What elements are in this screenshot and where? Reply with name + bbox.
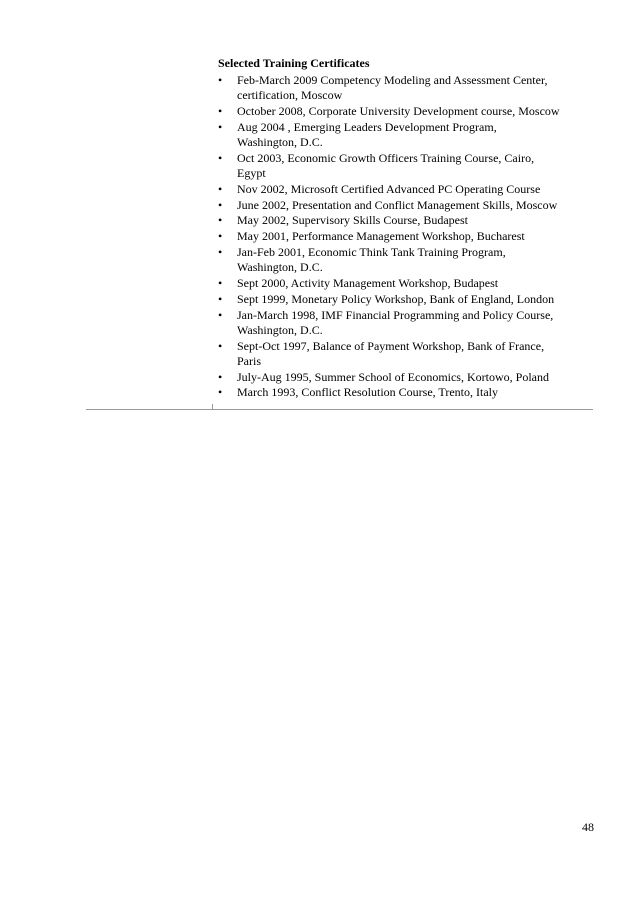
- item-line-1: May 2002, Supervisory Skills Course, Budapest: [237, 213, 468, 228]
- table-border-left: [86, 409, 212, 410]
- bullet-icon: •: [218, 338, 223, 353]
- item-line-1: Jan-Feb 2001, Economic Think Tank Training Program,: [237, 244, 506, 259]
- bullet-icon: •: [218, 369, 223, 384]
- bullet-icon: •: [218, 150, 223, 165]
- list-item: [218, 292, 598, 307]
- list-item: [218, 198, 598, 213]
- bullet-icon: •: [218, 307, 223, 322]
- list-item: [218, 120, 598, 150]
- item-line-1: Sept 2000, Activity Management Workshop, Budapest: [237, 275, 499, 290]
- item-line-1: July-Aug 1995, Summer School of Economics, Kortowo, Poland: [237, 369, 549, 384]
- item-line-1: Oct 2003, Economic Growth Officers Training Course, Cairo,: [237, 150, 535, 165]
- item-line-1: March 1993, Conflict Resolution Course, Trento, Italy: [237, 385, 498, 400]
- bullet-icon: •: [218, 181, 223, 196]
- item-line-1: Aug 2004 , Emerging Leaders Development Program,: [237, 119, 497, 134]
- bullet-icon: •: [218, 291, 223, 306]
- item-line-2: Washington, D.C.: [237, 322, 323, 337]
- list-item: [218, 245, 598, 275]
- list-item: [218, 229, 598, 244]
- item-line-2: Washington, D.C.: [237, 260, 323, 275]
- training-certificates-section: [218, 56, 598, 401]
- list-item: [218, 213, 598, 228]
- bullet-icon: •: [218, 275, 223, 290]
- item-line-1: June 2002, Presentation and Conflict Management Skills, Moscow: [237, 197, 558, 212]
- list-item: [218, 370, 598, 385]
- bullet-icon: •: [218, 104, 223, 118]
- item-line-1: Feb-March 2009 Competency Modeling and Assessment Center,: [237, 73, 548, 87]
- item-line-2: Egypt: [237, 166, 266, 180]
- bullet-icon: •: [218, 385, 223, 400]
- item-line-1: Sept 1999, Monetary Policy Workshop, Bank of England, London: [237, 291, 555, 306]
- list-item: [218, 276, 598, 291]
- list-item: [218, 104, 598, 119]
- bullet-icon: •: [218, 229, 223, 244]
- table-border-right: [212, 409, 593, 410]
- list-item: [218, 182, 598, 197]
- list-item: [218, 308, 598, 338]
- item-line-1: October 2008, Corporate University Development course, Moscow: [237, 104, 560, 118]
- bullet-icon: •: [218, 119, 223, 134]
- bullet-icon: •: [218, 197, 223, 212]
- item-line-2: Washington, D.C.: [237, 135, 323, 149]
- item-line-2: certification, Moscow: [237, 88, 343, 103]
- list-item: [218, 339, 598, 369]
- bullet-icon: •: [218, 73, 223, 87]
- bullet-icon: •: [218, 244, 223, 259]
- page-number: 48: [582, 820, 594, 834]
- certificate-list: [218, 73, 598, 401]
- item-line-2: Paris: [237, 353, 261, 368]
- item-line-1: May 2001, Performance Management Workshop, Bucharest: [237, 229, 525, 244]
- item-line-1: Sept-Oct 1997, Balance of Payment Workshop, Bank of France,: [237, 338, 545, 353]
- list-item: [218, 151, 598, 181]
- list-item: [218, 385, 598, 400]
- item-line-1: Jan-March 1998, IMF Financial Programming and Policy Course,: [237, 307, 554, 322]
- section-title: Selected Training Certificates: [218, 56, 370, 70]
- list-item: [218, 73, 598, 103]
- bullet-icon: •: [218, 213, 223, 228]
- item-line-1: Nov 2002, Microsoft Certified Advanced PC Operating Course: [237, 181, 541, 196]
